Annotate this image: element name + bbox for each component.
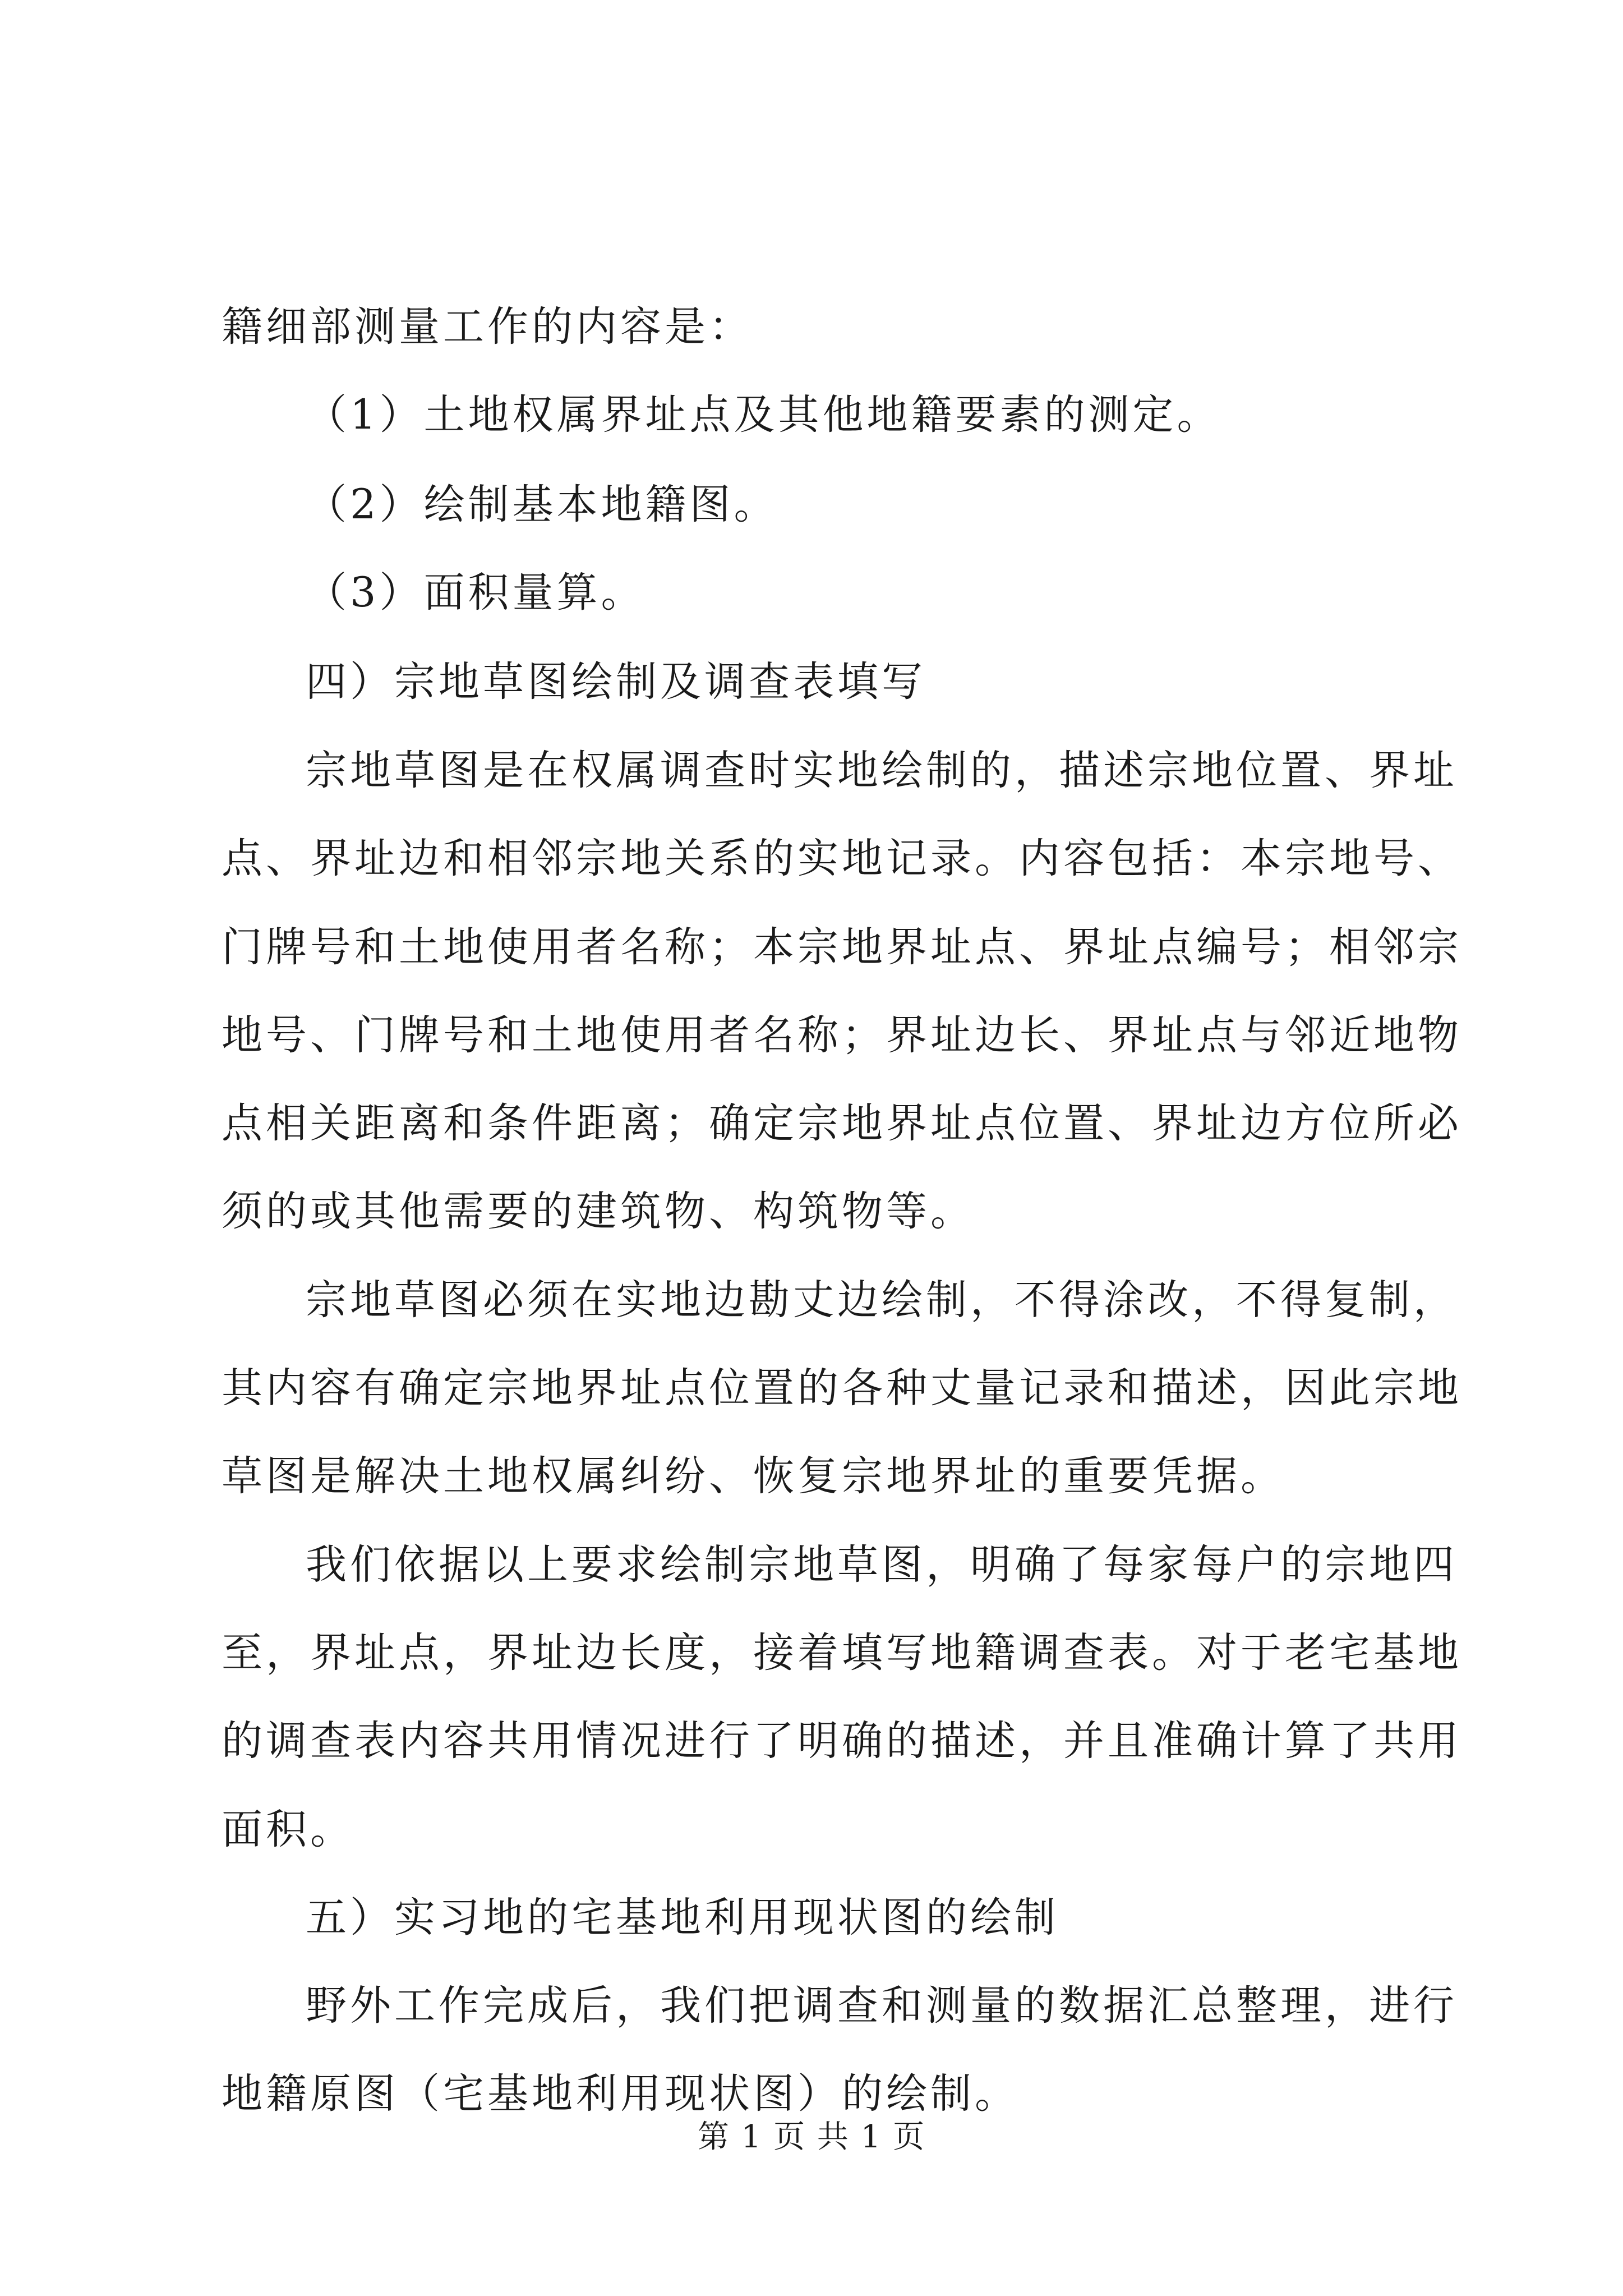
- list-item: （3）面积量算。: [306, 569, 645, 616]
- text-line: 籍细部测量工作的内容是：: [222, 303, 753, 351]
- paragraph-line: 其内容有确定宗地界址点位置的各种丈量记录和描述，因此宗地: [222, 1364, 1462, 1412]
- paragraph-line: 野外工作完成后，我们把调查和测量的数据汇总整理，进行: [306, 1982, 1458, 2030]
- paragraph-line: 至，界址点，界址边长度，接着填写地籍调查表。对于老宅基地: [222, 1629, 1462, 1677]
- section-heading: 五）实习地的宅基地利用现状图的绘制: [306, 1894, 1059, 1941]
- paragraph-line: 点、界址边和相邻宗地关系的实地记录。内容包括：本宗地号、: [222, 835, 1462, 882]
- section-heading: 四）宗地草图绘制及调查表填写: [306, 658, 926, 706]
- paragraph-line: 面积。: [222, 1806, 354, 1853]
- paragraph-line: 我们依据以上要求绘制宗地草图，明确了每家每户的宗地四: [306, 1541, 1458, 1589]
- paragraph-line: 地号、门牌号和土地使用者名称；界址边长、界址点与邻近地物: [222, 1011, 1462, 1059]
- paragraph-line: 点相关距离和条件距离；确定宗地界址点位置、界址边方位所必: [222, 1099, 1462, 1147]
- paragraph-line: 门牌号和土地使用者名称；本宗地界址点、界址点编号；相邻宗: [222, 923, 1462, 971]
- list-item: （2）绘制基本地籍图。: [306, 481, 778, 528]
- paragraph-line: 须的或其他需要的建筑物、构筑物等。: [222, 1188, 975, 1235]
- page-footer: 第 1 页 共 1 页: [697, 2119, 926, 2155]
- paragraph-line: 宗地草图必须在实地边勘丈边绘制，不得涂改，不得复制，: [306, 1276, 1458, 1324]
- paragraph-line: 地籍原图（宅基地利用现状图）的绘制。: [222, 2070, 1019, 2118]
- paragraph-line: 宗地草图是在权属调查时实地绘制的，描述宗地位置、界址: [306, 747, 1458, 794]
- paragraph-line: 草图是解决土地权属纠纷、恢复宗地界址的重要凭据。: [222, 1452, 1285, 1500]
- paragraph-line: 的调查表内容共用情况进行了明确的描述，并且准确计算了共用: [222, 1717, 1462, 1765]
- list-item: （1）土地权属界址点及其他地籍要素的测定。: [306, 391, 1221, 439]
